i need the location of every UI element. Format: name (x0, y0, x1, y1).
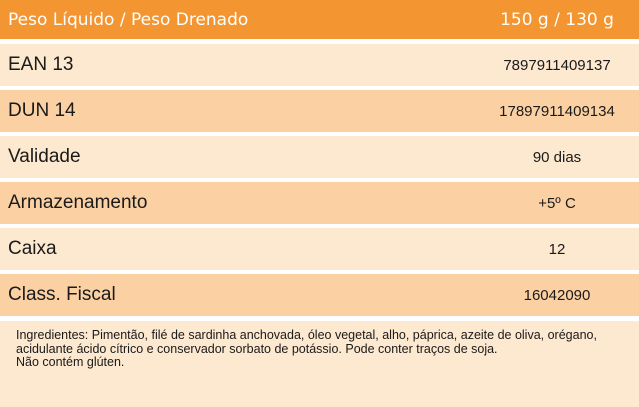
row-label: Validade (0, 136, 475, 178)
table-row (0, 274, 639, 316)
row-label: Caixa (0, 228, 475, 270)
row-label: EAN 13 (0, 44, 475, 86)
row-value: 16042090 (475, 274, 639, 316)
row-label: Class. Fiscal (0, 274, 475, 316)
table-row (0, 44, 639, 86)
row-label: Armazenamento (0, 182, 475, 224)
header-label: Peso Líquido / Peso Drenado (0, 0, 475, 39)
table-row (0, 136, 639, 178)
row-value: 17897911409134 (475, 90, 639, 132)
table-row (0, 90, 639, 132)
row-value: 7897911409137 (475, 44, 639, 86)
header-value: 150 g / 130 g (475, 0, 639, 39)
header-row (0, 0, 639, 39)
table-row (0, 228, 639, 270)
table-row (0, 182, 639, 224)
ingredients-text: Ingredientes: Pimentão, filé de sardinha anchovada, óleo vegetal, alho, páprica, azeite de oliva, orégano, acidulante ácido cítrico e conservador sorbato de potássio. Pode conter traços de soja. (16, 328, 597, 356)
ingredients-box (0, 321, 639, 407)
gluten-notice: Não contém glúten. (16, 355, 125, 369)
row-value: +5º C (475, 182, 639, 224)
row-value: 12 (475, 228, 639, 270)
row-value: 90 dias (475, 136, 639, 178)
row-label: DUN 14 (0, 90, 475, 132)
